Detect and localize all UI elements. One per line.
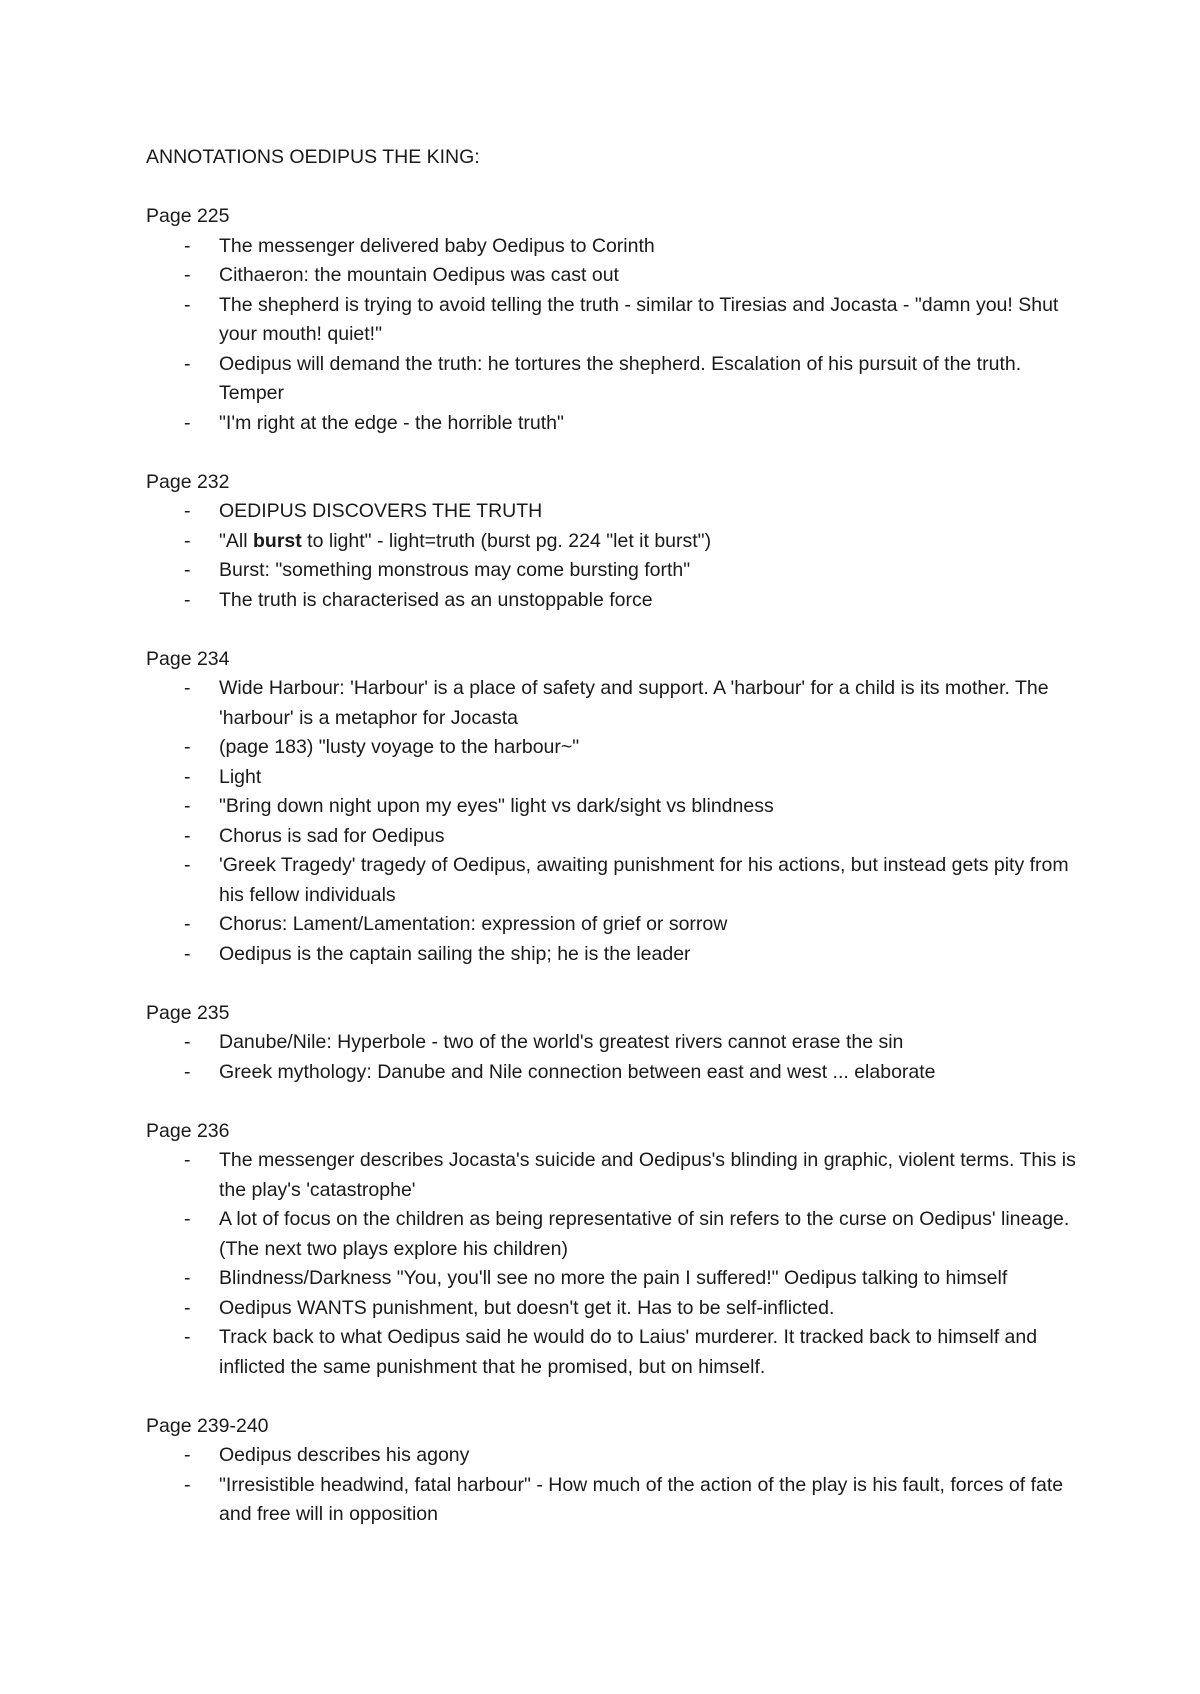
bullet-dash: -: [184, 942, 191, 965]
annotation-section: [146, 1412, 1086, 1530]
annotation-text: "Bring down night upon my eyes" light vs dark/sight vs blindness: [219, 795, 774, 817]
bullet-dash: -: [184, 824, 191, 847]
annotation-text: Light: [219, 765, 262, 788]
annotation-text: Greek mythology: Danube and Nile connection between east and west ... elaborate: [219, 1060, 936, 1083]
bullet-dash: -: [184, 765, 191, 788]
annotation-item: [146, 350, 1086, 409]
annotation-item: [146, 409, 1086, 439]
bullet-dash: -: [184, 1149, 191, 1171]
bullet-dash: -: [184, 854, 191, 876]
annotation-text: Danube/Nile: Hyperbole - two of the world's greatest rivers cannot erase the sin: [219, 1031, 904, 1053]
annotation-text: The messenger describes Jocasta's suicide and Oedipus's blinding in graphic, violent terms. This is the play's 'catastrophe': [219, 1149, 1076, 1201]
annotation-item: [146, 940, 1086, 970]
annotation-section: [146, 999, 1086, 1088]
annotation-item: [146, 674, 1086, 733]
annotation-item: [146, 733, 1086, 763]
annotation-section: [146, 468, 1086, 616]
bullet-dash: -: [184, 1296, 191, 1319]
document-body: [146, 143, 1086, 1530]
annotation-text: "All: [219, 529, 254, 552]
annotation-item: [146, 1028, 1086, 1058]
annotation-text: "I'm right at the edge - the horrible truth": [219, 411, 564, 434]
bullet-dash: -: [184, 559, 191, 581]
bullet-dash: -: [184, 1326, 191, 1348]
annotation-text: (page 183) "lusty voyage to the harbour~": [219, 736, 580, 758]
annotation-list: [146, 1146, 1086, 1382]
bullet-dash: -: [184, 795, 191, 817]
annotation-item: [146, 1294, 1086, 1324]
annotation-item: [146, 291, 1086, 350]
annotation-section: [146, 645, 1086, 970]
document-title: ANNOTATIONS OEDIPUS THE KING:: [146, 146, 480, 168]
bullet-dash: -: [184, 293, 191, 316]
bullet-dash: -: [184, 411, 191, 434]
annotation-text: Oedipus is the captain sailing the ship; he is the leader: [219, 942, 691, 965]
annotation-item: [146, 851, 1086, 910]
annotation-text: Track back to what Oedipus said he would do to Laius' murderer. It tracked back to himself and inflicted the same punishment that he promised, but on himself.: [219, 1326, 1038, 1378]
annotation-item: [146, 1205, 1086, 1264]
annotation-item: [146, 556, 1086, 586]
annotation-text: The messenger delivered baby Oedipus to Corinth: [219, 234, 655, 257]
annotation-item: [146, 232, 1086, 262]
annotation-text: Burst: "something monstrous may come bursting forth": [219, 559, 691, 581]
annotation-text: Oedipus WANTS punishment, but doesn't get it. Has to be self-inflicted.: [219, 1296, 835, 1319]
annotation-text: "Irresistible headwind, fatal harbour" - How much of the action of the play is his fault, forces of fate and free will in opposition: [219, 1473, 1064, 1525]
annotation-text: Chorus: Lament/Lamentation: expression of grief or sorrow: [219, 913, 728, 935]
bullet-dash: -: [184, 1060, 191, 1083]
annotation-list: [146, 1028, 1086, 1087]
annotation-item: [146, 527, 1086, 557]
annotation-list: [146, 232, 1086, 439]
section-heading: Page 234: [146, 647, 230, 670]
bullet-dash: -: [184, 500, 191, 522]
annotation-item: [146, 792, 1086, 822]
bullet-dash: -: [184, 264, 191, 286]
annotation-text: The truth is characterised as an unstoppable force: [219, 588, 653, 611]
bullet-dash: -: [184, 736, 191, 758]
annotation-text: Chorus is sad for Oedipus: [219, 824, 445, 847]
annotation-item: [146, 586, 1086, 616]
section-heading: Page 225: [146, 205, 230, 227]
section-heading: Page 235: [146, 1001, 230, 1024]
annotation-text: Oedipus will demand the truth: he tortures the shepherd. Escalation of his pursuit of the truth. Temper: [219, 352, 1022, 404]
annotation-text: 'Greek Tragedy' tragedy of Oedipus, awaiting punishment for his actions, but instead gets pity from his fellow individuals: [219, 854, 1069, 906]
annotation-item: [146, 1058, 1086, 1088]
annotation-sections: [146, 202, 1086, 1530]
annotation-item: [146, 261, 1086, 291]
annotation-item: [146, 1471, 1086, 1530]
annotation-text: Cithaeron: the mountain Oedipus was cast out: [219, 264, 619, 286]
annotation-section: [146, 202, 1086, 438]
annotation-item: [146, 763, 1086, 793]
bullet-dash: -: [184, 913, 191, 935]
annotation-list: [146, 497, 1086, 615]
annotation-item: [146, 497, 1086, 527]
annotation-text: Oedipus describes his agony: [219, 1444, 470, 1466]
annotation-text: The shepherd is trying to avoid telling the truth - similar to Tiresias and Jocasta - "damn you! Shut your mouth! quiet!": [219, 293, 1059, 345]
bullet-dash: -: [184, 352, 191, 375]
annotation-text: OEDIPUS DISCOVERS THE TRUTH: [219, 500, 543, 522]
annotation-text: to light" - light=truth (burst pg. 224 "let it burst"): [301, 529, 712, 552]
annotation-item: [146, 1441, 1086, 1471]
annotation-item: [146, 910, 1086, 940]
bullet-dash: -: [184, 1208, 191, 1230]
annotation-item: [146, 1264, 1086, 1294]
bullet-dash: -: [184, 588, 191, 611]
annotation-text: Blindness/Darkness "You, you'll see no more the pain I suffered!" Oedipus talking to himself: [219, 1267, 1008, 1289]
annotation-text: A lot of focus on the children as being representative of sin refers to the curse on Oedipus' lineage. (The next two plays explore his children): [219, 1208, 1070, 1260]
bullet-dash: -: [184, 1031, 191, 1053]
annotation-item: [146, 822, 1086, 852]
bullet-dash: -: [184, 677, 191, 699]
section-heading: Page 239-240: [146, 1414, 269, 1437]
annotation-item: [146, 1146, 1086, 1205]
annotation-text: Wide Harbour: 'Harbour' is a place of safety and support. A 'harbour' for a child is its mother. The 'harbour' is a metaphor for Jocasta: [219, 677, 1049, 729]
annotation-bold-text: burst: [253, 529, 302, 552]
bullet-dash: -: [184, 234, 191, 257]
bullet-dash: -: [184, 1267, 191, 1289]
bullet-dash: -: [184, 529, 191, 552]
bullet-dash: -: [184, 1473, 191, 1496]
annotation-list: [146, 1441, 1086, 1530]
annotation-section: [146, 1117, 1086, 1383]
annotation-list: [146, 674, 1086, 969]
section-heading: Page 232: [146, 470, 230, 493]
annotation-item: [146, 1323, 1086, 1382]
section-heading: Page 236: [146, 1119, 230, 1142]
bullet-dash: -: [184, 1444, 191, 1466]
